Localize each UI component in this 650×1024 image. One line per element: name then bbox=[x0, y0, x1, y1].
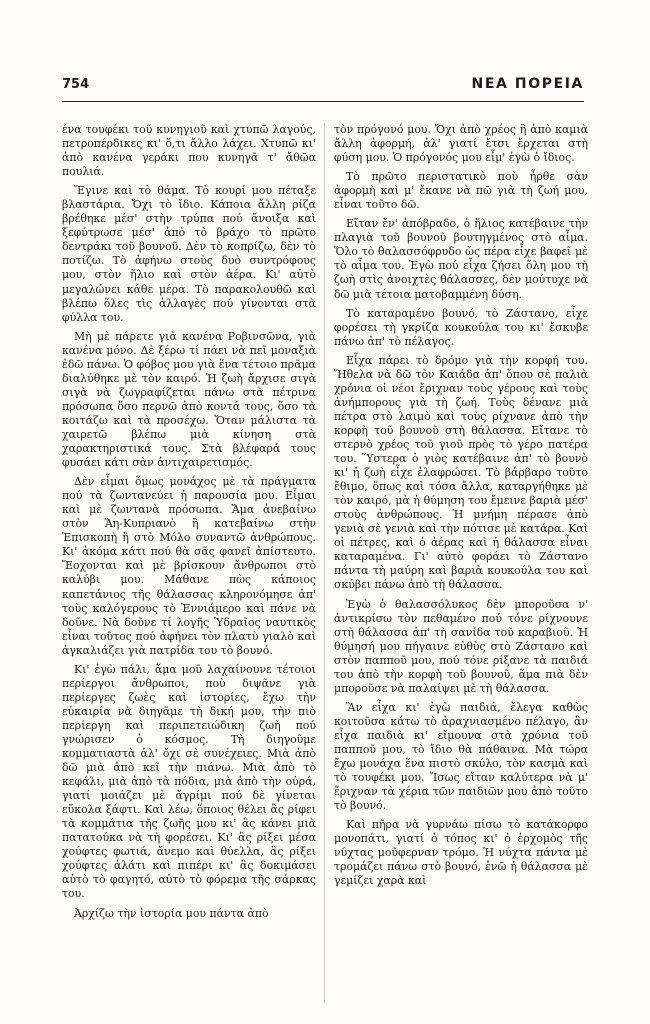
left-column bbox=[62, 123, 316, 1003]
paragraph: Ἂν εἶχα κι' ἐγὼ παιδιά, ἔλεγα καθὼς κοιτοῦσα κάτω τὸ ἀραχνιασμένο πέλαγο, ἂν εἶχα παιδιὰ κι' εἴμουνα στὰ χρόνια τοῦ παπποῦ μου, τὸ ἴδιο θὰ πάθαινα. Μὰ τώρα ἔχω μονάχα ἕνα πιστὸ σκύλο, τὸν κασμὰ καὶ τὸ τουφέκι μου. Ἴσως εἴταν καλύτερα νὰ μ' ἔριχναν τὰ χέρια τῶν παιδιῶν μου ἀπὸ τοῦτο τὸ βουνό. bbox=[334, 700, 588, 813]
header-rule bbox=[62, 101, 584, 102]
paragraph: Ἔγινε καὶ τὸ θάμα. Τὸ κουρί μου πέταξε βλαστάρια. Ὄχι τὸ ἴδιο. Κάποια ἄλλη ρίζα βρέθηκε μέσ' στὴν τρύπα πού ἄνοιξα καὶ ξεφύτρωσε μέσ' ἀπὸ τὸ βράχο τὸ πρῶτο δεντράκι τοῦ βουνοῦ. Δὲν τὸ κοπρίζω, δὲν τὸ ποτίζω. Τὸ ἀφήνω στοὺς δυὸ συντρόφους μου, στὸν ἥλιο καὶ στὸν ἀέρα. Κι' αὐτὸ μεγαλώνει κάθε μέρα. Τὸ παρακολουθῶ καὶ βλέπω ὅλες τὶς ἀλλαγὲς πού γίνονται στὰ φύλλα του. bbox=[62, 184, 316, 324]
page-number: 754 bbox=[62, 77, 90, 92]
page-header bbox=[62, 76, 584, 98]
paragraph: Καὶ πῆρα νὰ γυρνάω πίσω τὸ κατάκορφο μονοπάτι, γιατί ὁ τόπος κι' ὁ ἐρχομὸς τῆς νύχτας μοῦφερναν τρόμο. Ἡ νύχτα πάντα μὲ τρομάζει πάνω στὸ βουνό, ἐνῶ ἡ θάλασσα μὲ γεμίζει χαρὰ καὶ bbox=[334, 818, 588, 888]
paragraph: Ἀρχίζω τὴν ἱστορία μου πάντα ἀπὸ bbox=[74, 906, 269, 920]
paragraph: Κι' ἐγὼ πάλι, ἅμα μοῦ λαχαίνουνε τέτοιοι περίεργοι ἄνθρωποι, ποὺ διψᾶνε γιὰ περίεργες ζωὲς καὶ ἱστορίες, ἔχω τὴν εὐκαιρία νὰ διηγᾶμε τὴ δική μου, τὴν πιὸ περίεργη καὶ περιπετειώδικη ζωὴ πού γνώρισεν ὁ κόσμος. Τὴ διηγοῦμε κομματιαστὰ ἀλ' ὄχι σὲ συνέχειες. Μιὰ ἀπὸ δῶ μιὰ ἀπὸ κεῖ τὴν πιάνω. Μιὰ ἀπὸ τὸ κεφάλι, μιὰ ἀπὸ τὰ πόδια, μιὰ ἀπὸ τὴν οὐρά, γιατί μοιάζει μὲ ἄγρίμι πού δὲ γίνεται εὔκολα ξάφτι. Καὶ λέω, ὅποιος θέλει ἂς ρίφει τὰ κομμάτια τῆς ζωῆς μου κι' ἂς κάνει μιὰ πατατούκα νὰ τὴ φορέσει. Κι' ἂς ρίξει μέσα χούφτες φωτιά, ἄνεμο καὶ θύελλα, ἂς ρίξει χούφτες ἀλάτι καὶ πιπέρι κι' ἂς δοκιμάσει αὐτὸ τὸ φαγητό, αὐτὸ τὸ φόρεμα τῆς σάρκας του. bbox=[62, 662, 316, 901]
paragraph: Δὲν εἶμαι ὅμως μονάχος μὲ τὰ πράγματα πού τὰ ζωντανεύει ἡ παρουσία μου. Εἶμαι καὶ μὲ ζωντανὰ πρόσωπα. Ἅμα ἀνεβαίνω στὸν Ἅη-Κυπριανὸ ἢ κατεβαίνω στὴν Ἐπισκοπὴ ἢ στὸ Μόλο συναντῶ ἀνθρώπους. Κι' ἀκόμα κάτι πού θὰ σᾶς φανεῖ ἀπίστευτο. Ἔοχονται καὶ μὲ βρίσκουν ἄνθρωποι στὸ καλύβι μου. Μάθανε πὼς κάποιος καπετάνιος τῆς θάλασσας κληρονόμησε ἀπ' τοὺς καλόγερους τὸ Ἐννιάμερο καὶ πάνε νὰ δοῦνε. Νὰ δοῦνε τί λογῆς Ὑδραῖος ναυτικὸς εἶναι τοῦτος πού ἀφήνει τὸν πλατὺ γιαλὸ καὶ ἀγκαλιάζει γιὰ πατρίδα του τὸ βουνό. bbox=[62, 475, 316, 657]
paragraph: Εἴταν ἔν' ἀπόβραδο, ὁ ἥλιος κατέβαινε τὴν πλαγιὰ τοῦ βουνοῦ βουτηγμένος στὸ αἷμα. Ὅλο τὸ θαλασσόφρυδο ὥς πέρα εἶχε βαφεῖ μὲ τὸ αἷμα του. Ἐγὼ πού εἶχα ζήσει ὅλη μου τὴ ζωὴ στὶς ἀνοιχτὲς θάλασσες, δὲν μούτυχε νὰ δῶ μιὰ τέτοια ματοβαμμένη δύση. bbox=[334, 217, 588, 301]
right-column bbox=[334, 123, 588, 1003]
column-gutter bbox=[324, 123, 325, 1003]
paragraph: Τὸ καταραμένο βουνό, τὸ Ζάστανο, εἶχε φορέσει τὴ γκρίζα κουκούλα του κι' ἔσκυβε πάνω ἀπ' τὸ πέλαγος. bbox=[334, 306, 588, 348]
paragraph: Εἶχα πάρει τὸ δρόμο γιὰ τὴν κορφή του. Ἤθελα νὰ δῶ τὸν Καιάδα ἀπ' ὅπου σὲ παλιὰ χρόνια οἱ νέοι ἔριχναν τοὺς γέρους καὶ τοὺς ἀνήμπορους γιὰ τὴ ζωή. Τοὺς δένανε μιὰ πέτρα στὸ λαιμὸ καὶ τοὺς ρίχνανε ἀπὸ τὴν κορφὴ τοῦ βουνοῦ στὴ θάλασσα. Εἴτανε τὸ στερνὸ χρέος τοῦ γιοῦ πρὸς τὸ γέρο πατέρα του. Ὕστερα ὁ γιὸς κατέβαινε ἀπ' τὸ βουνὸ κι' ἡ ζωὴ εἶχε ἐλαφρώσει. Τὸ βάρβαρο τοῦτο ἔθιμο, ὅπως καὶ τόσα ἄλλα, καταργήθηκε μὲ τὸν καιρό, μὰ ἡ θύμηση του ἔμεινε βαριὰ μέσ' στοὺς ἀνθρώπους. Ἡ μνήμη πέρασε ἀπὸ γενιὰ σὲ γενιὰ καὶ τὴν πότισε μὲ κατάρα. Καὶ οἱ πέτρες, καὶ ὁ ἀέρας καὶ ἡ θάλασσα εἶναι καταραμένα. Γι' αὐτὸ φοράει τὸ Ζάστανο πάντα τὴ μαύρη καὶ βαριὰ κουκούλα του καὶ σκύβει πάνω ἀπὸ τὴ θάλασσα. bbox=[334, 353, 588, 592]
paragraph: Μὴ μὲ πάρετε γιὰ κανένα Ροβινσῶνα, γιὰ κανένα μόνο. Δὲ ξέρω τί πάει νὰ πεῖ μοναξιὰ ἐδῶ πάνω. Ὁ φόβος μου γιὰ ἕνα τέτοιο πρᾶμα διαλύθηκε μὲ τὸν καιρό. Ἡ ζωὴ ἄρχισε σιγὰ σιγὰ νὰ ζωγραφίζεται πάνω στὰ πέτρινα πρόσωπα ὅσο περνῶ ἀπὸ κοντά τους, ὅσο τὰ κοιτάζω καὶ τὰ προσέχω. Ὅταν μάλιστα τὰ χαιρετῶ βλέπω μιὰ κίνηση στὰ χαρακτηριστικά τους. Στὰ βλέφαρά τους φυσάει κάτι σὰν ἀντιχαιρετισμός. bbox=[62, 329, 316, 470]
paragraph: τὸν πρόγονό μου. Ὄχι ἀπὸ χρέος ἢ ἀπὸ καμιὰ ἄλλη ἀφορμή, ἀλ' γιατί ἔτσι ἔρχεται στὴ φύση μου. Ὁ πρόγονός μου εἶμ' ἐγὼ ὁ ἴδιος. bbox=[334, 123, 588, 165]
paragraph: Τὸ πρῶτο περιστατικὸ ποὺ ἦρθε σὰν ἀφορμὴ καὶ μ' ἔκανε νὰ πῶ γιὰ τὴ ζωή μου, εἶναι τοῦτο δῶ. bbox=[334, 170, 588, 212]
paragraph: Ἐγὼ ὁ θαλασσόλυκος δὲν μποροῦσα ν' ἀντικρίσω τὸν πεθαμένο πού τόνε ρίχνουνε στὴ θάλασσα ἀπ' τὴ σανίδα τοῦ καραβιοῦ. Ἡ θύμησή μου πήγαινε εὐθὺς στὸ Ζάστανο καὶ στὸν παπποῦ μου, πού τόνε ρίξανε τὰ παιδιά του ἀπὸ τὴν κορφὴ τοῦ βουνοῦ, ἅμα πιὰ δὲν μποροῦσε νὰ παλαίψει μὲ τὴ θάλασσα. bbox=[334, 597, 588, 695]
running-title: ΝΕΑ ΠΟΡΕΙΑ bbox=[471, 76, 584, 92]
paragraph: ένα τουφέκι τοῦ κυνηγιοῦ καὶ χτυπῶ λαγούς, πετροπέρδικες κι' ὅ,τι ἄλλο λάχει. Χτυπῶ κι' ἀπὸ κανένα γεράκι που κυνηγᾶ τ' ἄθῶα πουλιά. bbox=[62, 123, 316, 179]
